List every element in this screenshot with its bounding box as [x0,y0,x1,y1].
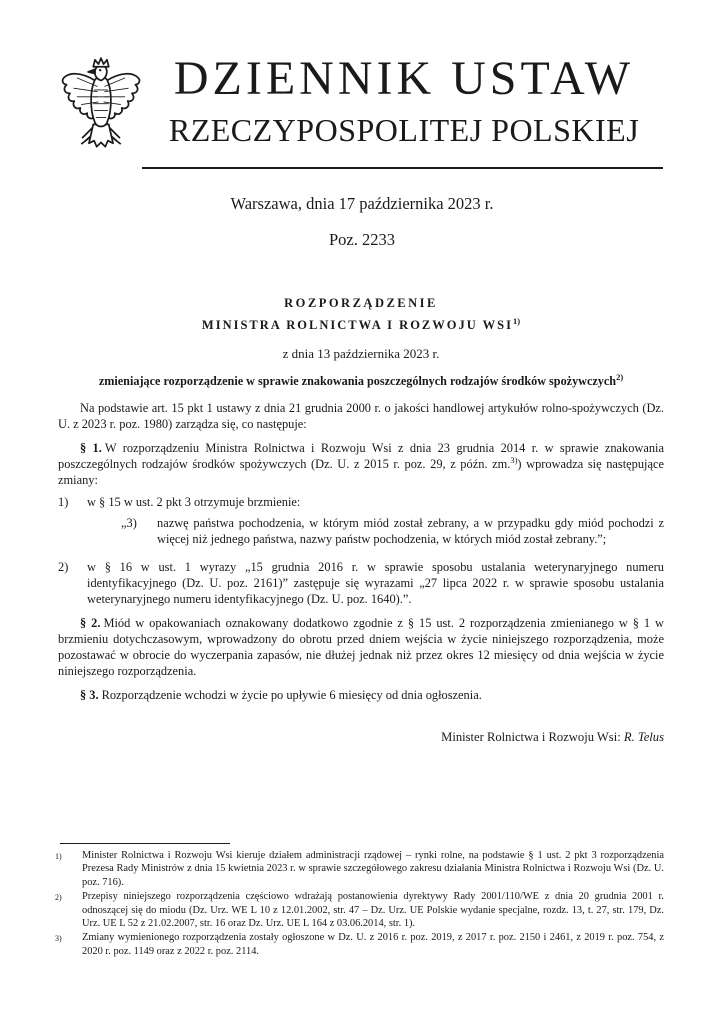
signature-line [58,729,664,745]
footnote-list [55,849,664,958]
act-subject-text: zmieniające rozporządzenie w sprawie znakowania poszczególnych rodzajów środków spożywczych [98,374,617,388]
amendment-1-text: w § 15 w ust. 2 pkt 3 otrzymuje brzmienie: [87,495,301,509]
section-2-text: Miód w opakowaniach oznakowany dodatkowo zgodnie z § 15 ust. 2 rozporządzenia zmienianego w § 1 w brzmieniu dotychczasowym, wprowadzony do obrotu przed dniem wejścia w życie niniejszego rozporządzenia, może pozostawać w obrocie do wyczerpania zapasów, nie dłużej jednak niż przez okres 12 miesięcy od dnia wejścia w życie niniejszego rozporządzenia. [58,616,665,678]
signature-name: R. Telus [623,730,664,744]
footnote-item-2 [55,890,664,930]
amendment-item-2 [58,559,664,607]
signature-role: Minister Rolnictwa i Rozwoju Wsi: [441,730,621,744]
section-3-text: Rozporządzenie wchodzi w życie po upływie 6 miesięcy od dnia ogłoszenia. [101,688,482,702]
footnote-ref-1: 1) [512,315,521,326]
footnotes-section [0,843,724,959]
footnote-1-text: Minister Rolnictwa i Rozwoju Wsi kieruje działem administracji rządowej – rynki rolne, na podstawie § 1 ust. 2 pkt 3 rozporządzenia Prezesa Rady Ministrów z dnia 15 kwietnia 2023 r. w sprawie szczegółowego zakresu działania Ministra Rolnictwa i Rozwoju Wsi (Dz. U. poz. 716). [82,850,664,888]
footnote-1-marker: 1) [55,852,62,861]
amendment-1-subitem-text: nazwę państwa pochodzenia, w którym miód został zebrany, a w przypadku gdy miód pochodzi z więcej niż jednego państwa, nazwy państw pochodzenia, w których miód został zebrany.”; [157,516,664,546]
footnote-separator [60,843,230,844]
footnote-2-text: Przepisy niniejszego rozporządzenia częściowo wdrażają postanowienia dyrektywy Rady 2001/110/WE z dnia 20 grudnia 2001 r. odnoszącej się do miodu (Dz. Urz. WE L 10 z 12.01.2002, str. 47 – Dz. Urz. UE Polskie wydanie specjalne, rozdz. 13, t. 27, str. 179, Dz. Urz. UE L 52 z 21.02.2007, str. 16 oraz Dz. Urz. UE L 164 z 03.06.2014, str. 1). [82,891,664,930]
section-3-label: § 3. [80,688,99,702]
footnote-2-marker: 2) [55,893,62,903]
act-type: ROZPORZĄDZENIE [284,296,438,310]
polish-eagle-emblem-icon [58,52,144,164]
footnote-item-3 [55,931,664,958]
section-3-paragraph [58,687,664,703]
masthead [58,52,664,164]
amendment-1-number: 1) [58,495,69,509]
intro-paragraph: Na podstawie art. 15 pkt 1 ustawy z dnia 21 grudnia 2000 r. o jakości handlowej artykułów rolno-spożywczych (Dz. U. z 2023 r. poz. 1980) zarządza się, co następuje: [58,401,664,431]
act-issuer-text: MINISTRA ROLNICTWA I ROZWOJU WSI [201,318,513,332]
act-date: z dnia 13 października 2023 r. [282,346,440,361]
dateline: Warszawa, dnia 17 października 2023 r. [230,194,494,213]
amendment-1-subitem-number: „3) [121,516,137,530]
footnote-ref-3: 3) [510,454,518,465]
footnote-ref-2: 2) [616,371,624,382]
amendment-item-1 [58,494,664,553]
footnote-item-1 [55,849,664,889]
section-1-label: § 1. [80,441,102,455]
act-heading [58,292,664,390]
masthead-divider [142,167,663,169]
masthead-titles [144,52,664,152]
act-subject [58,373,664,390]
section-2-paragraph [58,615,664,679]
position-number: Poz. 2233 [329,230,395,249]
section-1-text: W rozporządzeniu Ministra Rolnictwa i Rozwoju Wsi z dnia 23 grudnia 2014 r. w sprawie znakowania poszczególnych rodzajów środków spożywczych (Dz. U. z 2015 r. poz. 29, z późn. zm. [58,441,664,471]
footnote-3-text: Zmiany wymienionego rozporządzenia zostały ogłoszone w Dz. U. z 2016 r. poz. 2019, z 2017 r. poz. 2150 i 2461, z 2019 r. poz. 754, z 2020 r. poz. 1149 oraz z 2022 r. poz. 2114. [82,932,664,957]
act-issuer [58,314,664,336]
amendment-2-number: 2) [58,560,69,574]
gazette-subtitle: RZECZYPOSPOLITEJ POLSKIEJ [168,112,640,148]
section-1-text-after: ) wprowadza się następujące zmiany: [58,457,664,487]
amendment-1-subitem [121,515,664,547]
amendment-2-text: w § 16 w ust. 1 wyrazy „15 grudnia 2016 r. w sprawie sposobu ustalania weterynaryjnego numeru identyfikacyjnego (Dz. U. poz. 2161)” zastępuje się wyrazami „27 lipca 2022 r. w sprawie sposobu ustalania weterynaryjnego numeru identyfikacyjnego (Dz. U. poz. 1640).”. [87,560,664,606]
section-2-label: § 2. [80,616,101,630]
amendment-1-body [87,494,664,553]
section-1-paragraph [58,440,664,488]
act-body [58,400,664,745]
footnote-3-marker: 3) [55,934,62,944]
gazette-title: DZIENNIK USTAW [173,52,635,105]
